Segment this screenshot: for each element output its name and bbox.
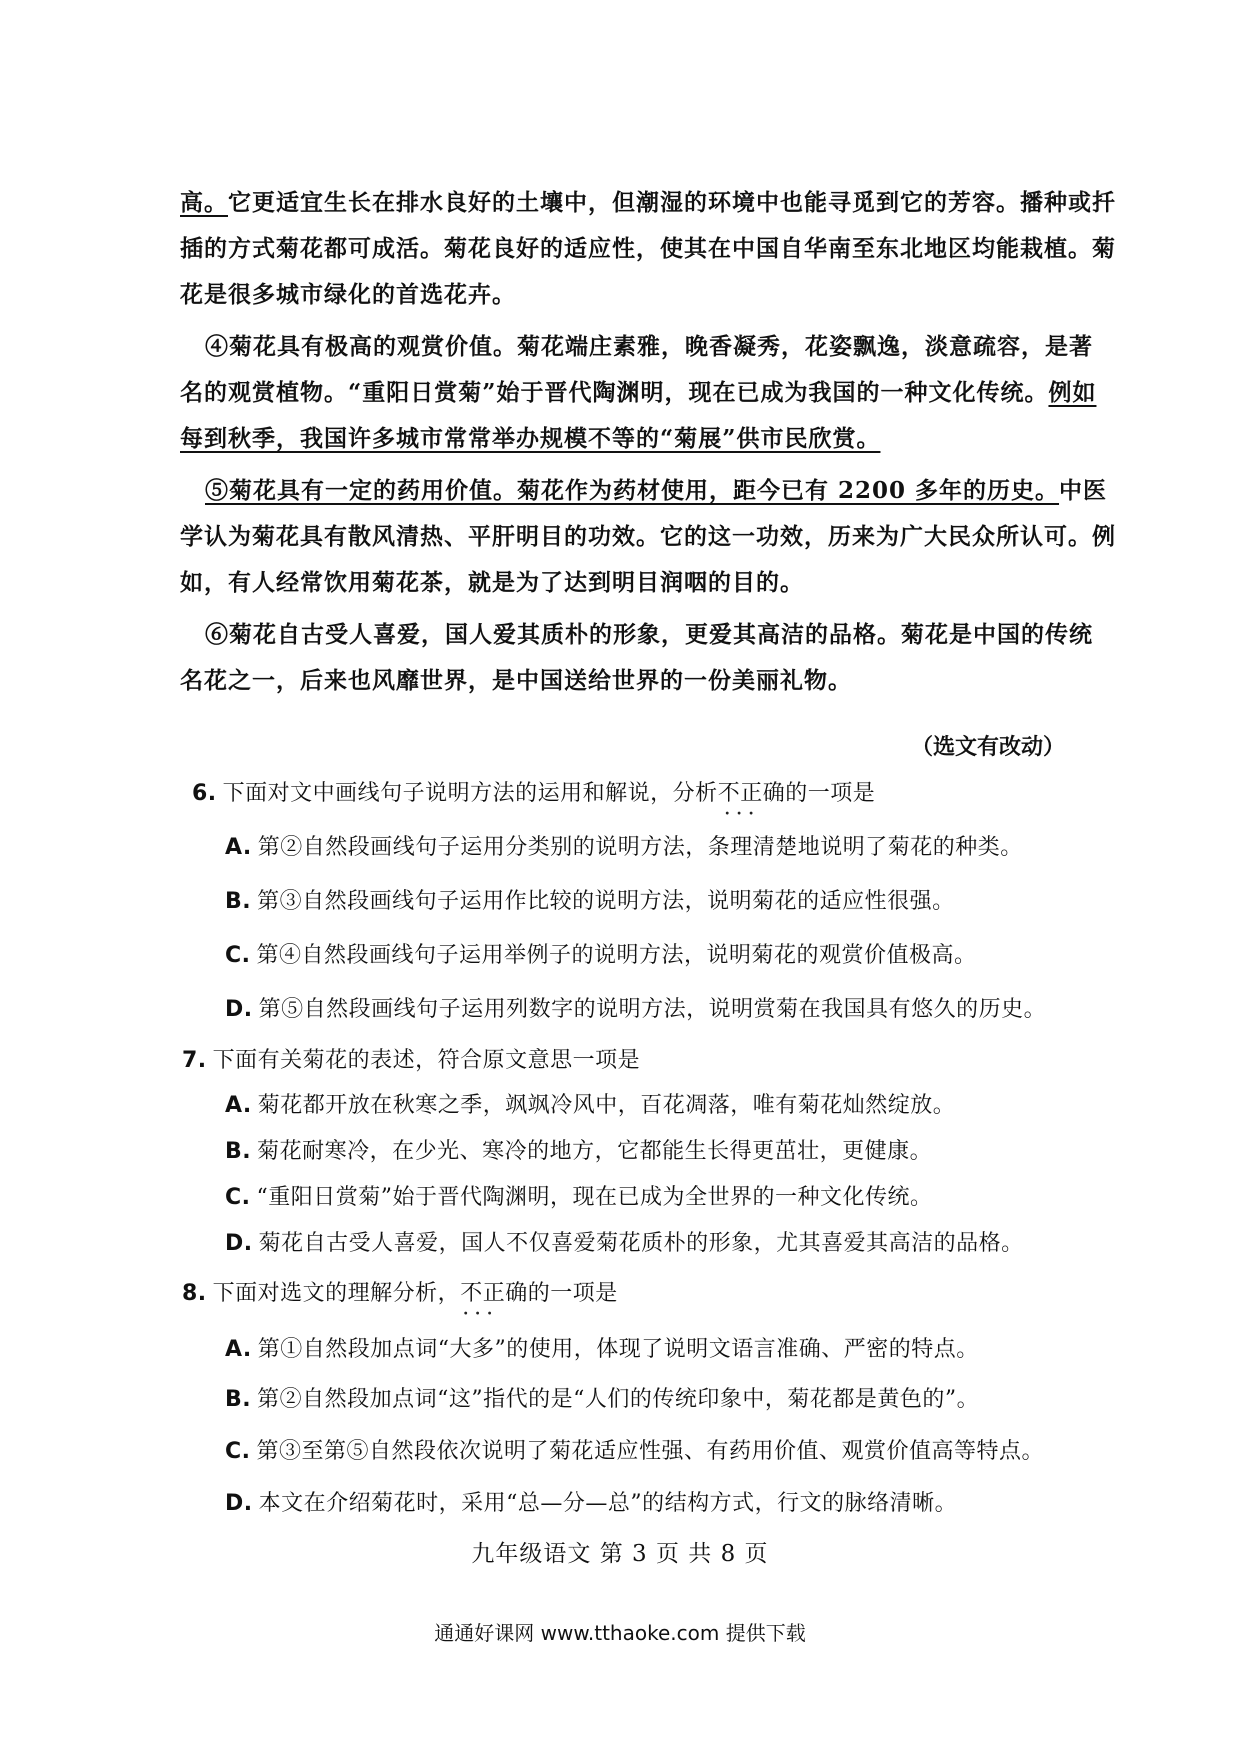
option-item: A. 第①自然段加点词“大多”的使用，体现了说明文语言准确、严密的特点。 [225, 1337, 979, 1362]
passage-line: 高。它更适宜生长在排水良好的土壤中，但潮湿的环境中也能寻觅到它的芳容。播种或扦 [180, 189, 1116, 216]
page-footer: 九年级语文 第 3 页 共 8 页 [471, 1541, 769, 1567]
passage-line [180, 422, 1080, 456]
passage-line: 名花之一，后来也风靡世界，是中国送给世界的一份美丽礼物。 [180, 667, 852, 694]
question-stem: 6. 下面对文中画线句子说明方法的运用和解说，分析不正确 ···的一项是 [192, 778, 875, 810]
source-note: （选文有改动） [910, 734, 1065, 760]
underlined-text: 例如 [1048, 379, 1097, 406]
passage-line: ④菊花具有极高的观赏价值。菊花端庄素雅，晚香凝秀，花姿飘逸，淡意疏容，是著 [205, 333, 1093, 360]
option-item: D. 第⑤自然段画线句子运用列数字的说明方法，说明赏菊在我国具有悠久的历史。 [225, 997, 1047, 1022]
passage-line: ⑤菊花具有一定的药用价值。菊花作为药材使用，距今已有 2200 多年的历史。中医 [205, 477, 1108, 504]
emphasis-dots: 不正确 ··· [718, 781, 786, 806]
option-item: B. 第③自然段画线句子运用作比较的说明方法，说明菊花的适应性很强。 [225, 889, 955, 914]
passage-line: 花是很多城市绿化的首选花卉。 [180, 281, 516, 308]
option-item: B. 第②自然段加点词“这”指代的是“人们的传统印象中，菊花都是黄色的”。 [225, 1387, 980, 1412]
option-item: A. 菊花都开放在秋寒之季，飒飒冷风中，百花凋落，唯有菊花灿然绽放。 [225, 1093, 956, 1118]
passage-line: 插的方式菊花都可成活。菊花良好的适应性，使其在中国自华南至东北地区均能栽植。菊 [180, 235, 1116, 262]
underlined-text: 高。 [180, 189, 228, 216]
passage-line: 如，有人经常饮用菊花茶，就是为了达到明目润咽的目的。 [180, 569, 804, 596]
watermark: 通通好课网 www.tthaoke.com 提供下载 [434, 1621, 806, 1645]
emphasis-dots: 不正确 ··· [460, 1281, 528, 1306]
question-stem: 8. 下面对选文的理解分析，不正确 ···的一项是 [182, 1278, 618, 1310]
option-item: D. 菊花自古受人喜爱，国人不仅喜爱菊花质朴的形象，尤其喜爱其高洁的品格。 [225, 1231, 1024, 1256]
option-item: C. 第③至第⑤自然段依次说明了菊花适应性强、有药用价值、观赏价值高等特点。 [225, 1439, 1045, 1464]
passage-line: 学认为菊花具有散风清热、平肝明目的功效。它的这一功效，历来为广大民众所认可。例 [180, 523, 1116, 550]
passage-line: ⑥菊花自古受人喜爱，国人爱其质朴的形象，更爱其高洁的品格。菊花是中国的传统 [205, 621, 1093, 648]
underlined-text: 每到秋季，我国许多城市常常举办规模不等的“菊展”供市民欣赏。 [180, 425, 881, 452]
option-item: C. “重阳日赏菊”始于晋代陶渊明，现在已成为全世界的一种文化传统。 [225, 1185, 933, 1210]
underlined-text: ⑤菊花具有一定的药用价值。菊花作为药材使用，距今已有 2200 多年的历史。 [205, 477, 1060, 504]
passage-line: 名的观赏植物。“重阳日赏菊”始于晋代陶渊明，现在已成为我国的一种文化传统。例如 [180, 379, 1097, 406]
option-item: D. 本文在介绍菊花时，采用“总—分—总”的结构方式，行文的脉络清晰。 [225, 1491, 958, 1516]
option-item: B. 菊花耐寒冷，在少光、寒冷的地方，它都能生长得更茁壮，更健康。 [225, 1139, 933, 1164]
option-item: A. 第②自然段画线句子运用分类别的说明方法，条理清楚地说明了菊花的种类。 [225, 835, 1023, 860]
option-item: C. 第④自然段画线句子运用举例子的说明方法，说明菊花的观赏价值极高。 [225, 943, 977, 968]
question-stem: 7. 下面有关菊花的表述，符合原文意思一项是 [182, 1048, 641, 1073]
